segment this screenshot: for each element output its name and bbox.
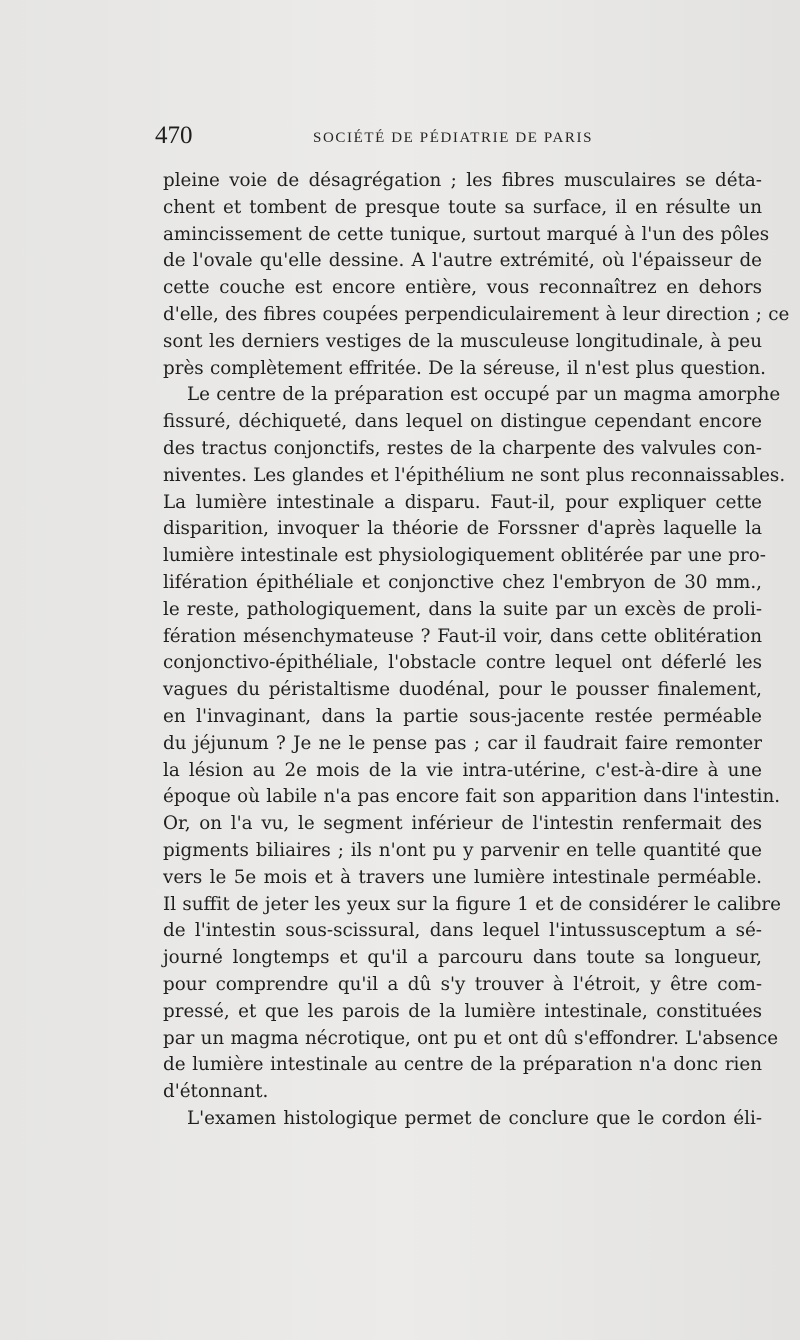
text-line: journé longtemps et qu'il a parcouru dans toute sa longueur, [163, 947, 762, 969]
text-line: près complètement effritée. De la séreuse, il n'est plus question. [163, 357, 766, 379]
text-line: chent et tombent de presque toute sa surface, il en résulte un [163, 196, 762, 218]
text-line: disparition, invoquer la théorie de Forssner d'après laquelle la [163, 518, 762, 540]
text-line: cette couche est encore entière, vous reconnaîtrez en dehors [163, 277, 762, 299]
text-line: lifération épithéliale et conjonctive chez l'embryon de 30 mm., [163, 571, 762, 593]
text-line: la lésion au 2e mois de la vie intra-utérine, c'est-à-dire à une [163, 759, 762, 781]
text-line: d'étonnant. [163, 1081, 269, 1103]
text-line: pleine voie de désagrégation ; les fibres musculaires se déta- [163, 170, 762, 191]
text-line: Or, on l'a vu, le segment inférieur de l'intestin renfermait des [163, 813, 762, 835]
text-line: d'elle, des fibres coupées perpendiculairement à leur direction ; ce [163, 303, 790, 325]
text-line: lumière intestinale est physiologiquement oblitérée par une pro- [163, 545, 766, 567]
text-line: La lumière intestinale a disparu. Faut-il, pour expliquer cette [163, 491, 762, 513]
text-line: de l'intestin sous-scissural, dans lequel l'intussusceptum a sé- [163, 920, 762, 942]
text-line: du jéjunum ? Je ne le pense pas ; car il faudrait faire remonter [163, 732, 762, 754]
text-line: vers le 5e mois et à travers une lumière intestinale perméable. [163, 866, 762, 888]
text-line: en l'invaginant, dans la partie sous-jacente restée perméable [163, 705, 762, 727]
text-line: Le centre de la préparation est occupé par un magma amorphe [187, 384, 781, 406]
body-text [163, 168, 790, 1133]
text-line: des tractus conjonctifs, restes de la charpente des valvules con- [163, 437, 762, 459]
text-line: niventes. Les glandes et l'épithélium ne sont plus reconnaissables. [163, 464, 786, 486]
text-line: fération mésenchymateuse ? Faut-il voir, dans cette oblitération [163, 625, 762, 647]
text-line: pressé, et que les parois de la lumière intestinale, constituées [163, 1000, 762, 1022]
text-line: Il suffit de jeter les yeux sur la figure 1 et de considérer le calibre [163, 893, 781, 915]
text-line: époque où labile n'a pas encore fait son apparition dans l'intestin. [163, 786, 781, 808]
text-line: de lumière intestinale au centre de la préparation n'a donc rien [163, 1054, 762, 1076]
text-line: par un magma nécrotique, ont pu et ont dû s'effondrer. L'absence [163, 1027, 779, 1049]
text-line: L'examen histologique permet de conclure que le cordon éli- [187, 1107, 762, 1129]
text-line: vagues du péristaltisme duodénal, pour le pousser finalement, [163, 679, 762, 701]
text-line: de l'ovale qu'elle dessine. A l'autre extrémité, où l'épaisseur de [163, 250, 762, 272]
text-line: pigments biliaires ; ils n'ont pu y parvenir en telle quantité que [163, 839, 762, 861]
running-title: SOCIÉTÉ DE PÉDIATRIE DE PARIS [313, 130, 594, 146]
text-line: fissuré, déchiqueté, dans lequel on distingue cependant encore [163, 411, 762, 433]
page-header [155, 122, 775, 162]
text-line: conjonctivo-épithéliale, l'obstacle contre lequel ont déferlé les [163, 652, 762, 674]
text-line: amincissement de cette tunique, surtout marqué à l'un des pôles [163, 223, 770, 245]
text-line: le reste, pathologiquement, dans la suite par un excès de proli- [163, 598, 762, 620]
text-line: pour comprendre qu'il a dû s'y trouver à l'étroit, y être com- [163, 973, 762, 995]
page-number: 470 [155, 122, 193, 149]
text-line: sont les derniers vestiges de la musculeuse longitudinale, à peu [163, 330, 762, 352]
